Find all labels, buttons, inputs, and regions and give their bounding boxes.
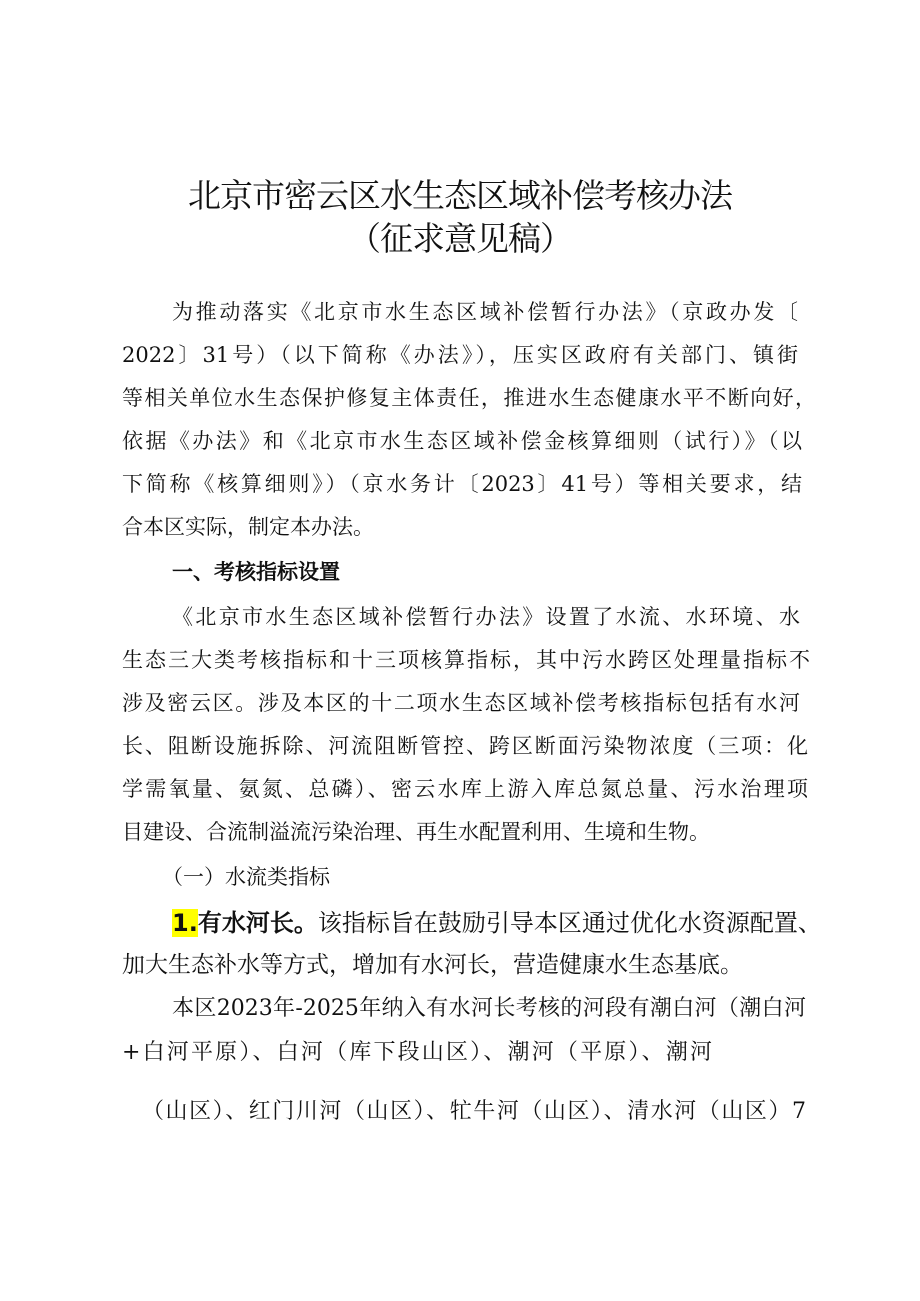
section1-line-5: 学需氧量、氨氮、总磷）、密云水库上游入库总氮总量、污水治理项 — [122, 777, 808, 801]
section1-line-1: 《北京市水生态区域补偿暂行办法》设置了水流、水环境、水 — [172, 605, 800, 629]
item1-title: 有水河长。 — [197, 909, 318, 937]
subheading-water-flow: （一）水流类指标 — [162, 865, 330, 889]
section1-line-3: 涉及密云区。涉及本区的十二项水生态区域补偿考核指标包括有水河 — [122, 691, 800, 715]
item1-number: 1. — [172, 909, 198, 937]
document-title: 北京市密云区水生态区域补偿考核办法 — [188, 176, 732, 215]
intro-line-2: 2022〕31号）（以下简称《办法》），压实区政府有关部门、镇街 — [122, 343, 798, 367]
item1-line1-rest: 该指标旨在鼓励引导本区通过优化水资源配置、 — [317, 909, 822, 937]
section1-line-6: 目建设、合流制溢流污染治理、再生水配置利用、生境和生物。 — [122, 820, 710, 844]
section1-heading: 一、考核指标设置 — [172, 560, 340, 584]
para2-line-1: 本区2023年-2025年纳入有水河长考核的河段有潮白河（潮白河 — [172, 996, 806, 1021]
document-subtitle: （征求意见稿） — [348, 219, 572, 258]
section1-line-4: 长、阻断设施拆除、河流阻断管控、跨区断面污染物浓度（三项：化 — [122, 734, 808, 758]
para2-line-3: （山区）、红门川河（山区）、牤牛河（山区）、清水河（山区）7 — [142, 1099, 806, 1124]
intro-line-6: 合本区实际，制定本办法。 — [122, 515, 374, 539]
para2-line-2: +白河平原）、白河（库下段山区）、潮河（平原）、潮河 — [122, 1040, 712, 1065]
intro-line-5: 下简称《核算细则》）（京水务计〔2023〕41号）等相关要求，结 — [122, 472, 802, 496]
intro-line-1: 为推动落实《北京市水生态区域补偿暂行办法》（京政办发〔 — [172, 300, 798, 324]
intro-line-3: 等相关单位水生态保护修复主体责任，推进水生态健康水平不断向好， — [122, 386, 816, 410]
intro-line-4: 依据《办法》和《北京市水生态区域补偿金核算细则（试行）》（以 — [122, 429, 802, 453]
item1-second-line: 加大生态补水等方式，增加有水河长，营造健康水生态基底。 — [122, 952, 743, 978]
section1-line-2: 生态三大类考核指标和十三项核算指标，其中污水跨区处理量指标不 — [122, 648, 810, 672]
item1-first-line — [172, 906, 822, 940]
